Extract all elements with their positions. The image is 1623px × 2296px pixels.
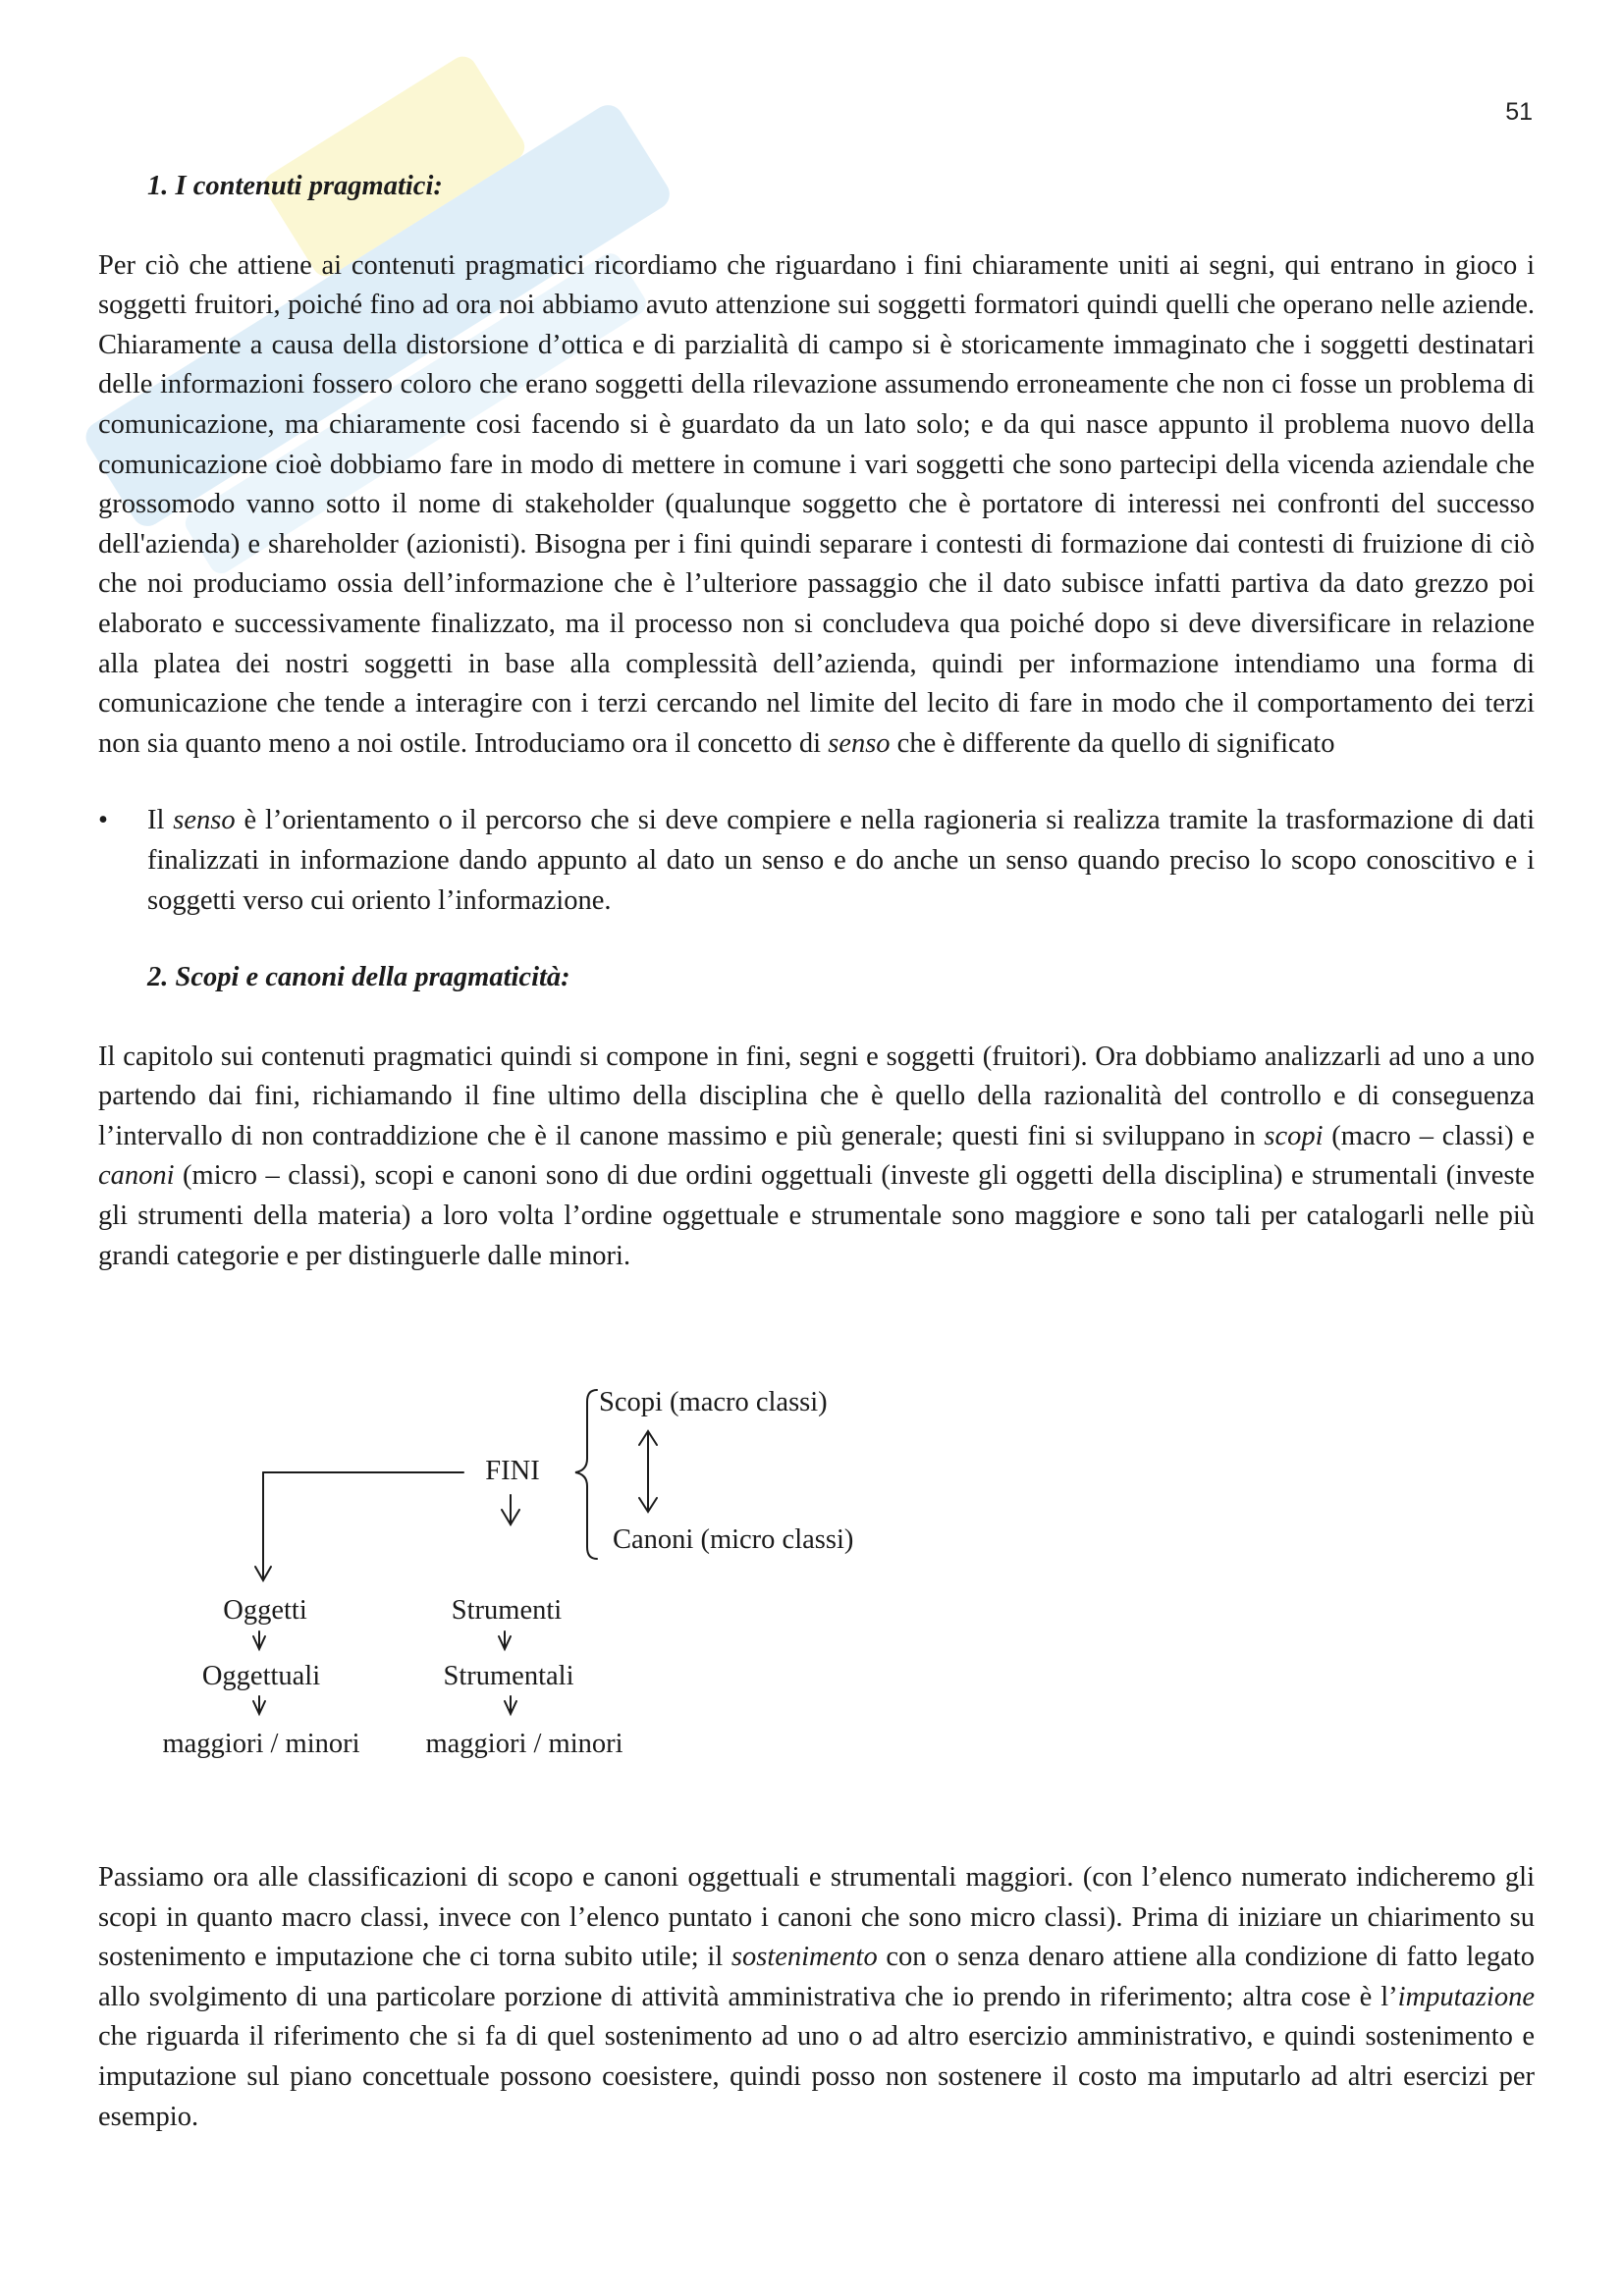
list-item-text: Il xyxy=(147,805,174,836)
label-oggettuali: Oggettuali xyxy=(201,1661,321,1691)
paragraph-text: con o senza denaro attiene alla condizione di fatto legato allo svolgimento di una particolare porzione di attività amministrativa che io prendo in riferimento; altra cose è l’ xyxy=(98,1942,1535,2012)
label-oggetti: Oggetti xyxy=(223,1595,307,1626)
label-strumenti: Strumenti xyxy=(451,1595,563,1626)
paragraph-classificazioni xyxy=(98,1858,1535,2137)
bullet-icon: • xyxy=(98,805,108,836)
label-strumentali-split: maggiori / minori xyxy=(425,1729,623,1759)
section-heading-2: 2. Scopi e canoni della pragmaticità: xyxy=(147,962,570,993)
document-body-bottom xyxy=(98,1858,1535,2137)
emphasis-sostenimento: sostenimento xyxy=(730,1942,878,1973)
paragraph-text: (micro – classi), scopi e canoni sono di due ordini oggettuali (investe gli oggetti della disciplina) e strumentali (investe gli strumenti della materia) a loro volta l’ordine oggettuale e strumentale sono maggiore e sono tali per catalogarli nelle più grandi categorie e per distinguerle dalle minori. xyxy=(98,1160,1535,1271)
emphasis-scopi: scopi xyxy=(1264,1120,1324,1151)
paragraph-contenuti xyxy=(98,246,1535,765)
emphasis-imputazione: imputazione xyxy=(1397,1981,1535,2012)
diagram-lines xyxy=(98,1372,943,1785)
emphasis-senso: senso xyxy=(828,727,891,759)
document-body xyxy=(98,167,1535,1276)
paragraph-text: Il capitolo sui contenuti pragmatici quindi si compone in fini, segni e soggetti (fruitori). Ora dobbiamo analizzarli ad uno a uno partendo dai fini, richiamando il fine ultimo della disciplina che è quello della razionalità del controllo e di conseguenza l’intervallo di non contraddizione che è il canone massimo e più generale; questi fini si sviluppano in xyxy=(98,1041,1535,1151)
page-number: 51 xyxy=(1505,98,1533,126)
label-scopi: Scopi (macro classi) xyxy=(599,1387,828,1417)
label-canoni: Canoni (micro classi) xyxy=(613,1524,854,1555)
label-fini: FINI xyxy=(485,1456,540,1486)
paragraph-text: Passiamo ora alle classificazioni di scopo e canoni oggettuali e strumentali maggiori. (con l’elenco numerato indicheremo gli scopi in quanto macro classi, invece con l’elenco puntato i canoni che sono micro classi). Prima di iniziare un chiarimento su sostenimento e imputazione che ci torna subito utile; il xyxy=(98,1862,1535,1973)
paragraph-scopi-canoni xyxy=(98,1038,1535,1277)
paragraph-text: (macro – classi) e xyxy=(1323,1120,1535,1151)
paragraph-text: che è differente da quello di significato xyxy=(890,727,1335,759)
fini-diagram xyxy=(98,1372,943,1785)
label-strumentali: Strumentali xyxy=(443,1661,574,1691)
bullet-list xyxy=(98,801,1535,921)
brace-icon xyxy=(575,1390,597,1559)
list-item xyxy=(98,801,1535,921)
emphasis-senso: senso xyxy=(173,805,236,836)
emphasis-canoni: canoni xyxy=(98,1160,175,1192)
paragraph-text: Per ciò che attiene ai contenuti pragmatici ricordiamo che riguardano i fini chiaramente uniti ai segni, qui entrano in gioco i soggetti fruitori, poiché fino ad ora noi abbiamo avuto attenzione sui soggetti formatori quindi quelli che operano nelle aziende. Chiaramente a causa della distorsione d’ottica e di parzialità di campo si è storicamente immaginato che i soggetti destinatari delle informazioni fossero coloro che erano soggetti della rilevazione assumendo erroneamente che non ci fosse un problema di comunicazione, ma chiaramente cosi facendo si è guardato da un lato solo; e da qui nasce appunto il problema nuovo della comunicazione cioè dobbiamo fare in modo di mettere in comune i vari soggetti che sono partecipi della vicenda aziendale che grossomodo vanno sotto il nome di stakeholder (qualunque soggetto che è portatore di interessi nei confronti del successo dell'azienda) e shareholder (azionisti). Bisogna per i fini quindi separare i contesti di formazione dai contesti di fruizione di ciò che noi produciamo ossia dell’informazione che è l’ulteriore passaggio che il dato subisce infatti partiva da dato grezzo poi elaborato e successivamente finalizzato, ma il processo non si concludeva qua poiché dopo si deve diversificare in relazione alla platea dei nostri soggetti in base alla complessità dell’azienda, quindi per informazione intendiamo una forma di comunicazione che tende a interagire con i terzi cercando nel limite del lecito di fare in modo che il comportamento dei terzi non sia quanto meno a noi ostile. Introduciamo ora il concetto di xyxy=(98,249,1535,759)
list-item-text: è l’orientamento o il percorso che si deve compiere e nella ragioneria si realizza tramite la trasformazione di dati finalizzati in informazione dando appunto al dato un senso e do anche un senso quando preciso lo scopo conoscitivo e i soggetti verso cui oriento l’informazione. xyxy=(147,805,1535,916)
label-oggettuali-split: maggiori / minori xyxy=(162,1729,360,1759)
section-heading-1: 1. I contenuti pragmatici: xyxy=(147,171,443,201)
paragraph-text: che riguarda il riferimento che si fa di quel sostenimento ad uno o ad altro esercizio amministrativo, e quindi sostenimento e imputazione sul piano concettuale possono coesistere, quindi posso non sostenere il costo ma imputarlo ad altri esercizi per esempio. xyxy=(98,2021,1535,2132)
